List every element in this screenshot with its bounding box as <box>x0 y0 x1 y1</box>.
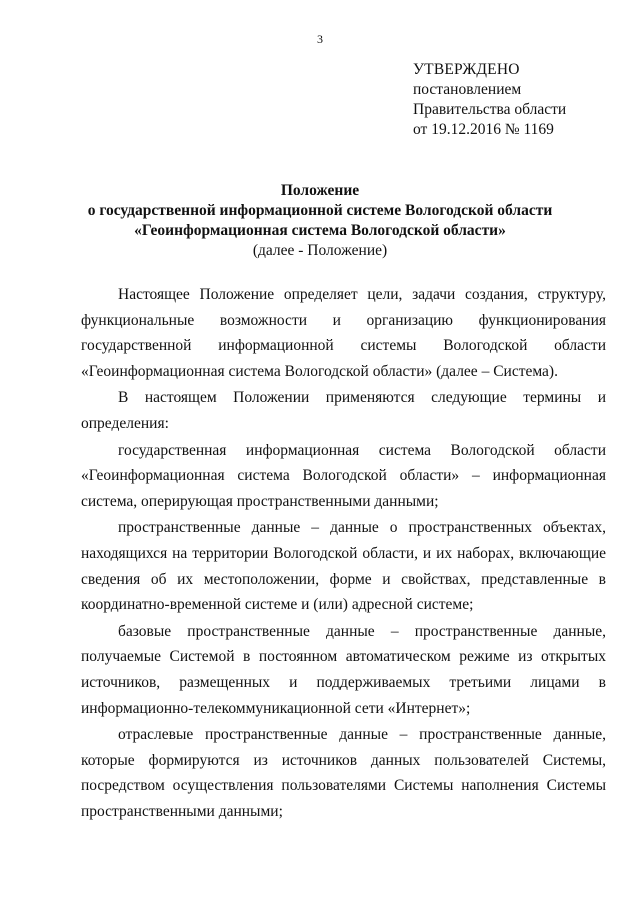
document-subtitle: «Геоинформационная система Вологодской области» <box>134 222 506 239</box>
approval-line: Правительства области <box>413 101 567 118</box>
approval-heading: УТВЕРЖДЕНО <box>413 61 520 78</box>
page-number: 3 <box>317 32 323 46</box>
body-paragraph: отраслевые пространственные данные – пространственные данные, которые формируются из источников данных пользователей Системы, посредством осуществления пользователями Системы наполнения Системы пространственными данными; <box>81 726 606 820</box>
document-title-note: (далее - Положение) <box>252 242 388 259</box>
document-subtitle: о государственной информационной системе Вологодской области <box>87 202 553 219</box>
body-paragraph: В настоящем Положении применяются следующие термины и определения: <box>81 389 606 432</box>
body-paragraph: Настоящее Положение определяет цели, задачи создания, структуру, функциональные возможности и организацию функционирования государственной информационной системы Вологодской области «Геоинформационная система Вологодской области» (далее – Система). <box>81 286 606 380</box>
approval-date-line: от 19.12.2016 № 1169 <box>413 121 554 138</box>
approval-stamp-block <box>413 60 566 140</box>
document-title-block <box>0 181 640 261</box>
approval-line: постановлением <box>413 81 522 98</box>
body-paragraph: базовые пространственные данные – пространственные данные, получаемые Системой в постоянном автоматическом режиме из открытых источников, размещенных и поддерживаемых третьими лицами в информационно-телекоммуникационной сети «Интернет»; <box>81 622 606 717</box>
document-body <box>81 282 606 824</box>
body-paragraph: пространственные данные – данные о пространственных объектах, находящихся на территории Вологодской области, и их наборах, включающие сведения об их местоположении, форме и свойствах, представленные в координатно-временной системе и (или) адресной системе; <box>81 519 606 614</box>
body-paragraph: государственная информационная система Вологодской области «Геоинформационная система Вологодской области» – информационная система, оперирующая пространственными данными; <box>81 441 606 510</box>
document-title: Положение <box>280 182 360 199</box>
